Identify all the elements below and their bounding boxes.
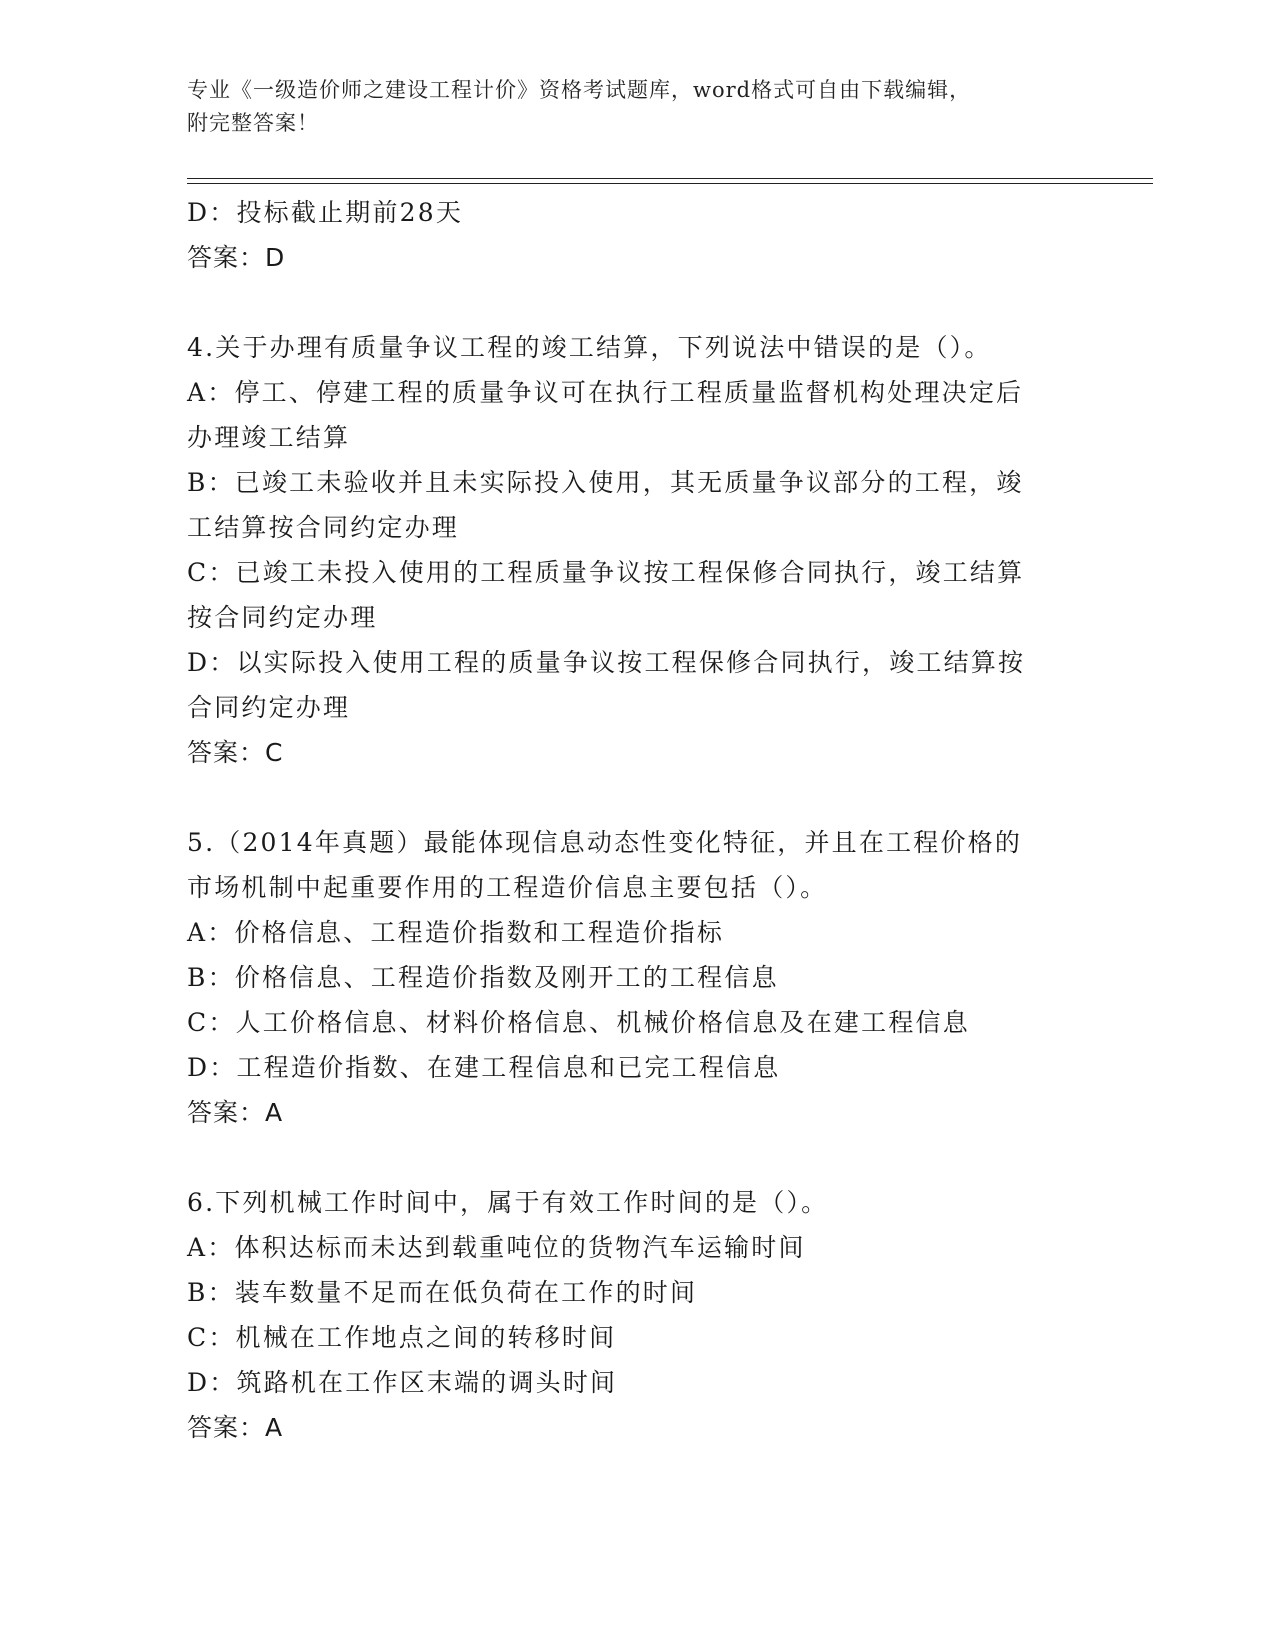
option-d: D：投标截止期前28天 <box>187 198 464 227</box>
option-b-line-1: B：已竣工未验收并且未实际投入使用，其无质量争议部分的工程，竣 <box>187 468 1024 497</box>
option-a-line-1: A：停工、停建工程的质量争议可在执行工程质量监督机构处理决定后 <box>187 378 1024 407</box>
option-d-line-1: D：以实际投入使用工程的质量争议按工程保修合同执行，竣工结算按 <box>187 648 1026 677</box>
option-d: D：工程造价指数、在建工程信息和已完工程信息 <box>187 1053 781 1082</box>
option-b: B：装车数量不足而在低负荷在工作的时间 <box>187 1278 698 1307</box>
option-c-line-1: C：已竣工未投入使用的工程质量争议按工程保修合同执行，竣工结算 <box>187 558 1025 587</box>
prev-question-tail <box>187 190 1077 281</box>
question-6 <box>187 1180 1077 1451</box>
answer-line: 答案：C <box>187 738 284 767</box>
option-b: B：价格信息、工程造价指数及刚开工的工程信息 <box>187 963 779 992</box>
header-divider-top <box>187 178 1153 179</box>
question-5 <box>187 820 1077 1136</box>
option-c: C：人工价格信息、材料价格信息、机械价格信息及在建工程信息 <box>187 1008 970 1037</box>
question-stem: 4.关于办理有质量争议工程的竣工结算，下列说法中错误的是（）。 <box>187 333 992 362</box>
question-stem-line-1: 5.（2014年真题）最能体现信息动态性变化特征，并且在工程价格的 <box>187 828 1023 857</box>
option-c-line-2: 按合同约定办理 <box>187 603 378 632</box>
spacer <box>187 776 1077 820</box>
question-4 <box>187 325 1077 776</box>
question-stem-line-2: 市场机制中起重要作用的工程造价信息主要包括（）。 <box>187 873 828 902</box>
option-d: D：筑路机在工作区末端的调头时间 <box>187 1368 618 1397</box>
spacer <box>187 1136 1077 1180</box>
option-a-line-2: 办理竣工结算 <box>187 423 351 452</box>
answer-line: 答案：A <box>187 1098 284 1127</box>
option-a: A：价格信息、工程造价指数和工程造价指标 <box>187 918 725 947</box>
header-line-2: 附完整答案！ <box>187 111 319 135</box>
answer-line: 答案：D <box>187 243 286 272</box>
question-stem: 6.下列机械工作时间中，属于有效工作时间的是（）。 <box>187 1188 829 1217</box>
option-b-line-2: 工结算按合同约定办理 <box>187 513 460 542</box>
header-divider-bottom <box>187 183 1153 184</box>
document-body <box>187 190 1077 1451</box>
option-d-line-2: 合同约定办理 <box>187 693 351 722</box>
spacer <box>187 281 1077 325</box>
header-line-1: 专业《一级造价师之建设工程计价》资格考试题库，word格式可自由下载编辑， <box>187 78 972 102</box>
option-c: C：机械在工作地点之间的转移时间 <box>187 1323 617 1352</box>
page-header <box>187 74 1087 140</box>
option-a: A：体积达标而未达到载重吨位的货物汽车运输时间 <box>187 1233 806 1262</box>
answer-line: 答案：A <box>187 1413 284 1442</box>
